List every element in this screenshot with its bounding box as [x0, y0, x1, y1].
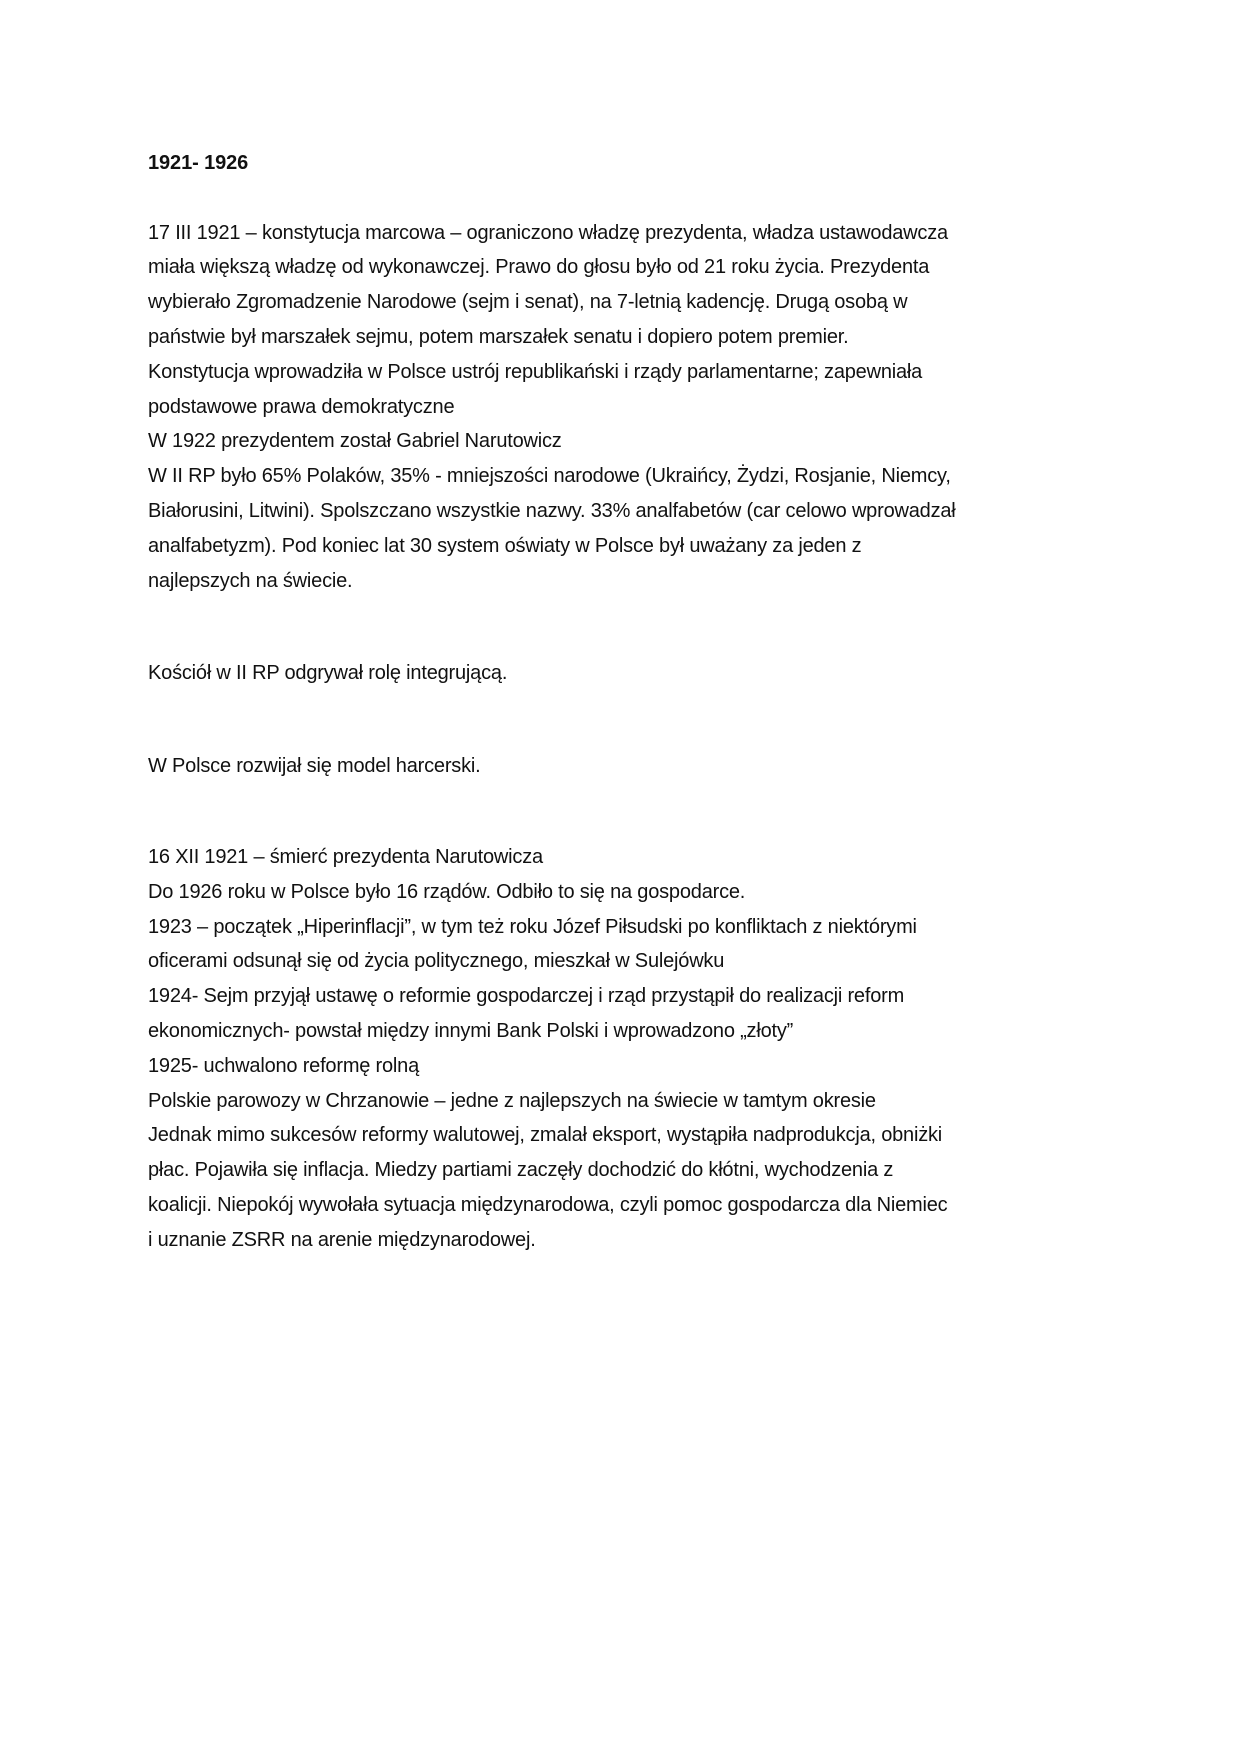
text-line: oficerami odsunął się od życia politycznego, mieszkał w Sulejówku — [148, 950, 725, 973]
text-line: koalicji. Niepokój wywołała sytuacja międzynarodowa, czyli pomoc gospodarcza dla Niemiec — [148, 1193, 948, 1216]
paragraph-economy — [148, 840, 1093, 1258]
text-line: i uznanie ZSRR na arenie międzynarodowej. — [148, 1228, 536, 1251]
paragraph-church — [148, 656, 1093, 691]
text-line: analfabetyzm). Pod koniec lat 30 system oświaty w Polsce był uważany za jeden z — [148, 534, 862, 557]
paragraph-constitution — [148, 216, 1093, 599]
text-line: 1925- uchwalono reformę rolną — [148, 1054, 420, 1077]
spacer — [148, 691, 1093, 749]
text-line: Do 1926 roku w Polsce było 16 rządów. Odbiło to się na gospodarce. — [148, 880, 746, 903]
text-line: Polskie parowozy w Chrzanowie – jedne z najlepszych na świecie w tamtym okresie — [148, 1089, 876, 1112]
text-line: Kościół w II RP odgrywał rolę integrującą. — [148, 662, 508, 685]
text-line: podstawowe prawa demokratyczne — [148, 395, 455, 418]
text-line: wybierało Zgromadzenie Narodowe (sejm i senat), na 7-letnią kadencję. Drugą osobą w — [148, 291, 908, 314]
text-line: W Polsce rozwijał się model harcerski. — [148, 755, 481, 778]
text-line: Jednak mimo sukcesów reformy walutowej, zmalał eksport, wystąpiła nadprodukcja, obniżki — [148, 1124, 943, 1147]
text-line: najlepszych na świecie. — [148, 569, 353, 592]
document-title: 1921- 1926 — [148, 152, 249, 174]
text-line: W II RP było 65% Polaków, 35% - mniejszości narodowe (Ukraińcy, Żydzi, Rosjanie, Niemcy, — [148, 465, 951, 488]
paragraph-scouting — [148, 749, 1093, 784]
spacer — [148, 784, 1093, 840]
text-line: 17 III 1921 – konstytucja marcowa – ograniczono władzę prezydenta, władza ustawodawcza — [148, 221, 948, 244]
text-line: miała większą władzę od wykonawczej. Prawo do głosu było od 21 roku życia. Prezydenta — [148, 256, 930, 279]
text-line: Konstytucja wprowadziła w Polsce ustrój republikański i rządy parlamentarne; zapewniała — [148, 360, 923, 383]
text-line: ekonomicznych- powstał między innymi Bank Polski i wprowadzono „złoty” — [148, 1019, 794, 1042]
document-content — [148, 146, 1093, 1258]
text-line: 1924- Sejm przyjął ustawę o reformie gospodarczej i rząd przystąpił do realizacji reform — [148, 985, 905, 1008]
text-line: 16 XII 1921 – śmierć prezydenta Narutowicza — [148, 845, 543, 868]
text-line: Białorusini, Litwini). Spolszczano wszystkie nazwy. 33% analfabetów (car celowo wprowadzał — [148, 499, 956, 522]
spacer — [148, 598, 1093, 656]
text-line: W 1922 prezydentem został Gabriel Narutowicz — [148, 430, 562, 453]
text-line: 1923 – początek „Hiperinflacji”, w tym też roku Józef Piłsudski po konfliktach z niektórymi — [148, 915, 917, 938]
text-line: płac. Pojawiła się inflacja. Miedzy partiami zaczęły dochodzić do kłótni, wychodzenia z — [148, 1159, 894, 1182]
text-line: państwie był marszałek sejmu, potem marszałek senatu i dopiero potem premier. — [148, 325, 849, 348]
